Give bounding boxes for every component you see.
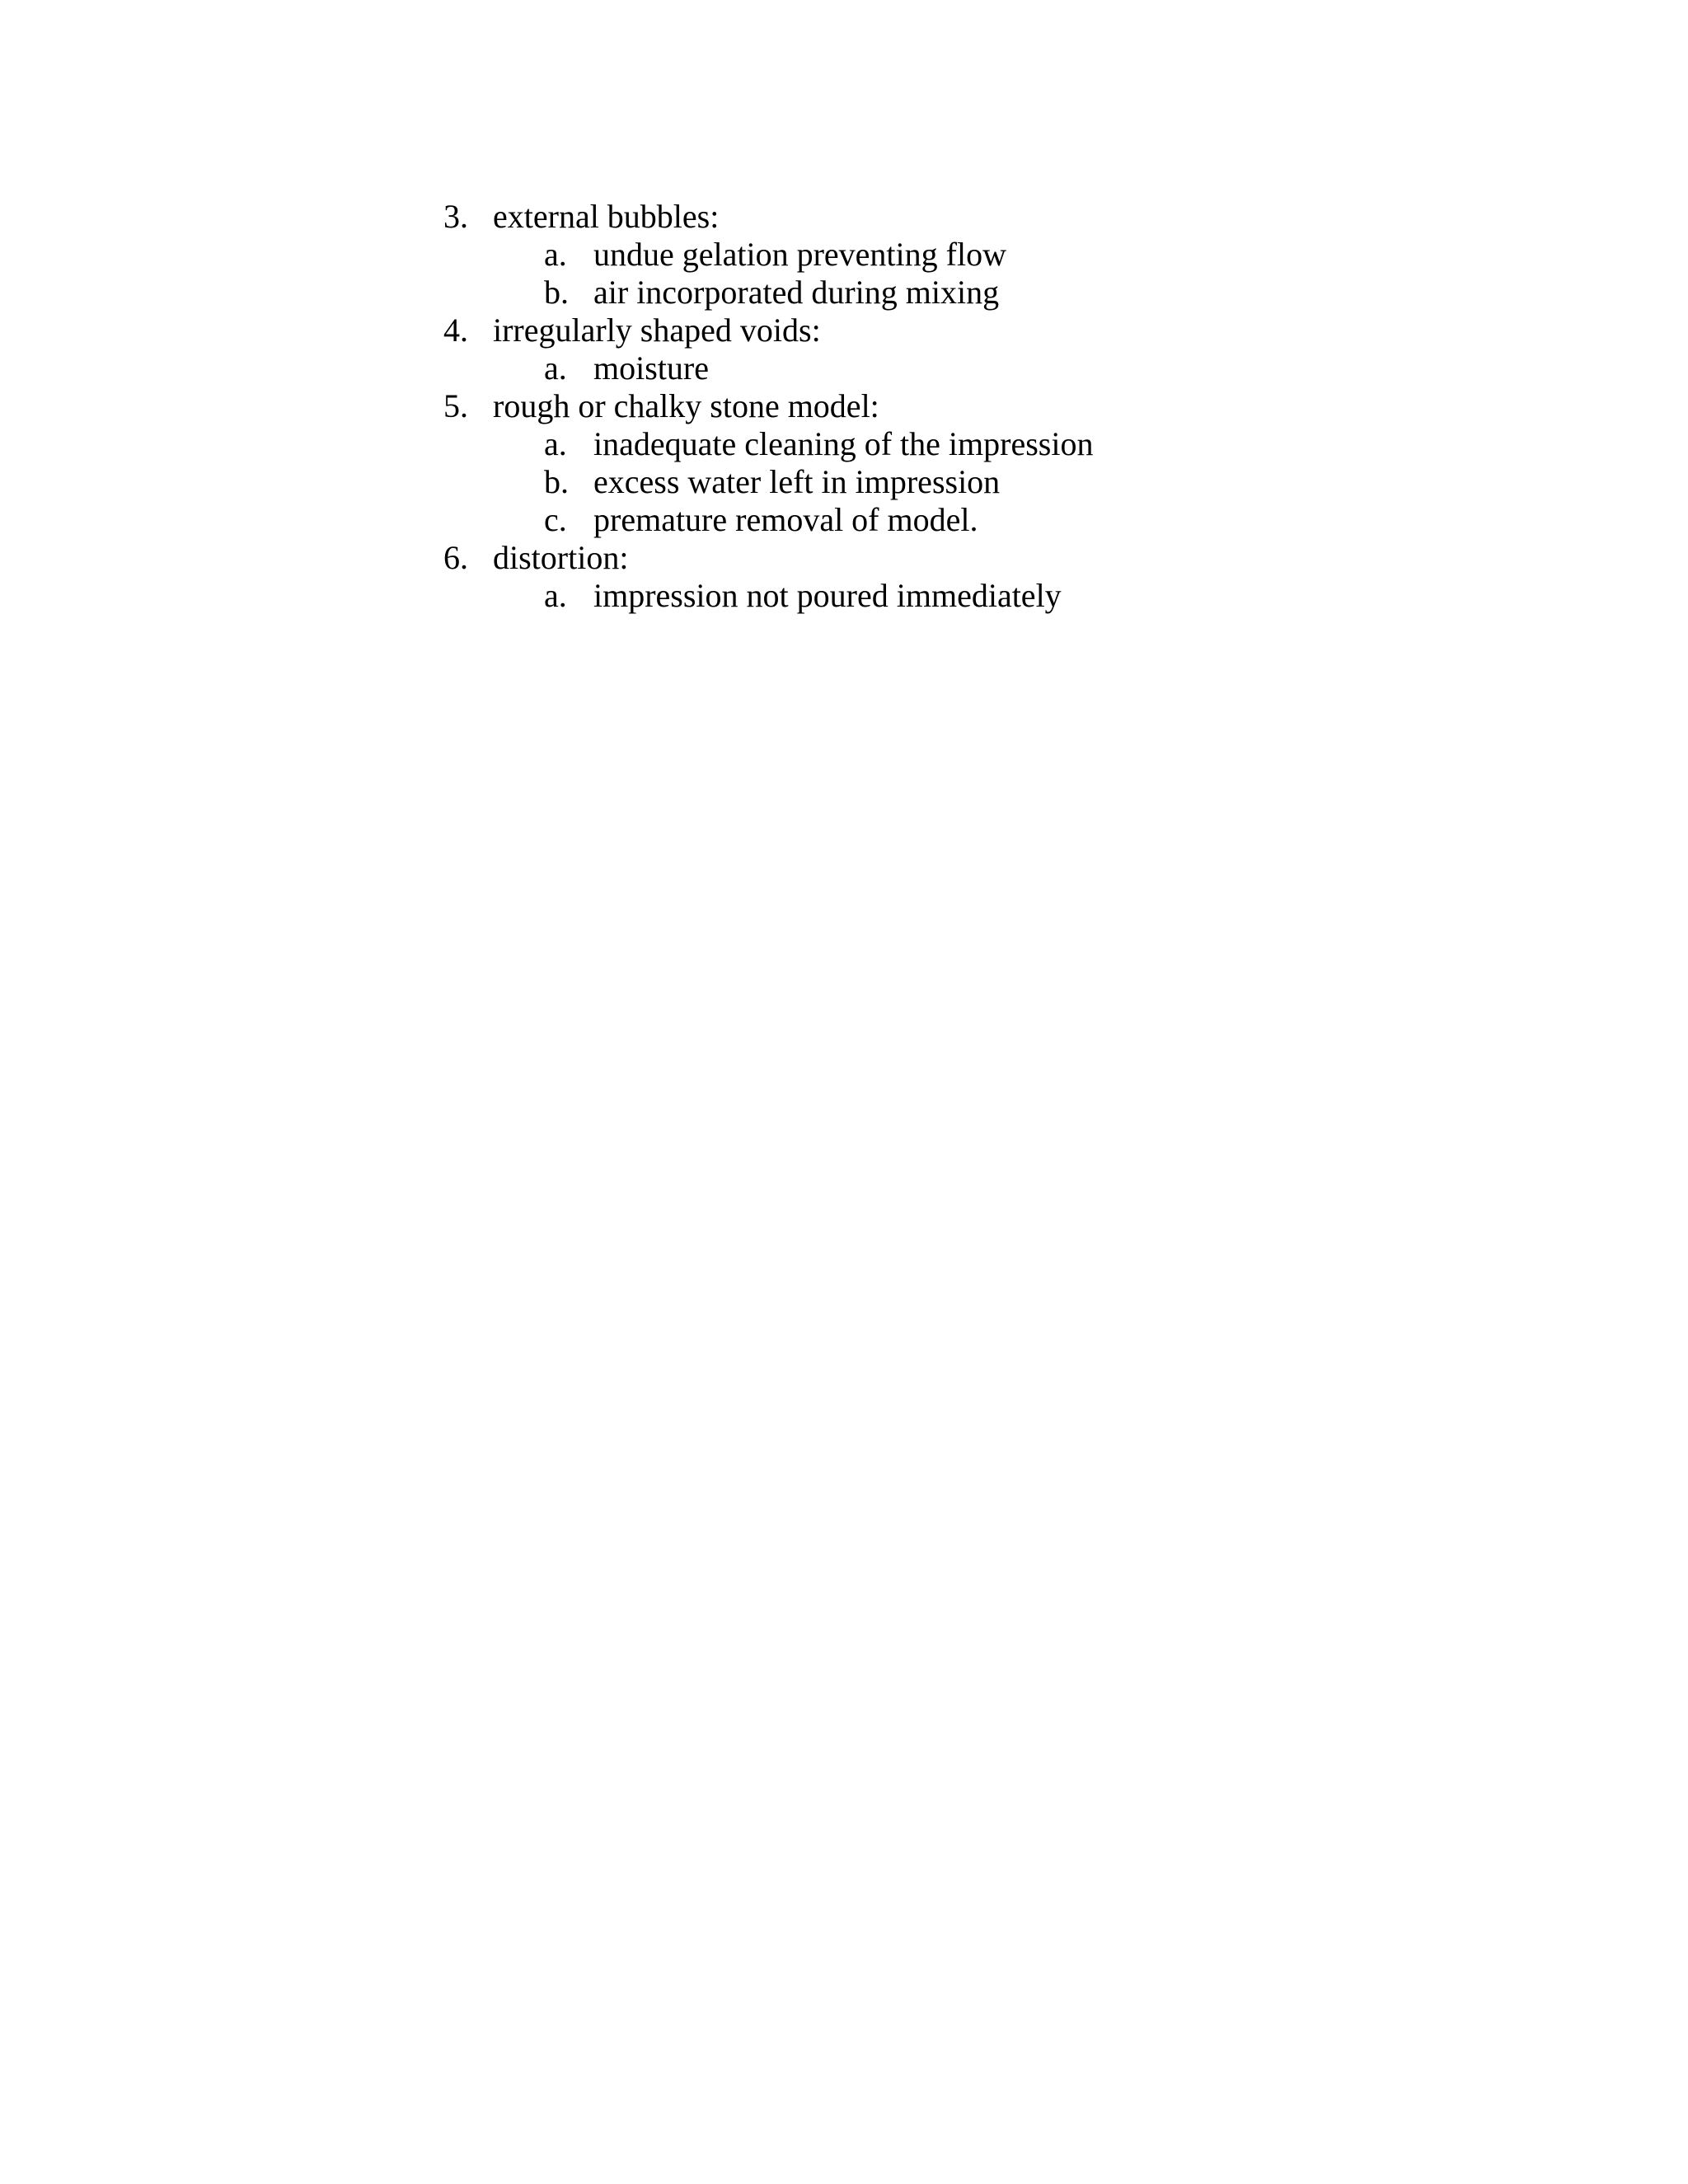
sub-list-letter: b. <box>544 274 569 311</box>
sub-list-item-text: moisture <box>593 349 709 387</box>
sub-list-item-text: excess water left in impression <box>593 463 1001 500</box>
list-item-text: distortion: <box>493 539 629 576</box>
sub-list-item-text: undue gelation preventing flow <box>593 236 1006 273</box>
list-number: 6. <box>443 539 468 576</box>
sub-list-letter: b. <box>544 463 569 500</box>
sub-list-letter: c. <box>544 501 567 538</box>
sub-list-item-text: inadequate cleaning of the impression <box>593 425 1094 462</box>
sub-list-letter: a. <box>544 425 567 462</box>
sub-list-letter: a. <box>544 349 567 387</box>
sub-list-item-text: air incorporated during mixing <box>593 274 1000 311</box>
list-number: 3. <box>443 198 468 235</box>
sub-list-letter: a. <box>544 577 567 614</box>
sub-list-item-text: premature removal of model. <box>593 501 978 538</box>
sub-list-letter: a. <box>544 236 567 273</box>
list-item-text: external bubbles: <box>493 198 720 235</box>
list-number: 5. <box>443 387 468 424</box>
list-item-text: irregularly shaped voids: <box>493 312 821 349</box>
sub-list-item-text: impression not poured immediately <box>593 577 1062 614</box>
list-item-text: rough or chalky stone model: <box>493 387 879 424</box>
list-number: 4. <box>443 312 468 349</box>
